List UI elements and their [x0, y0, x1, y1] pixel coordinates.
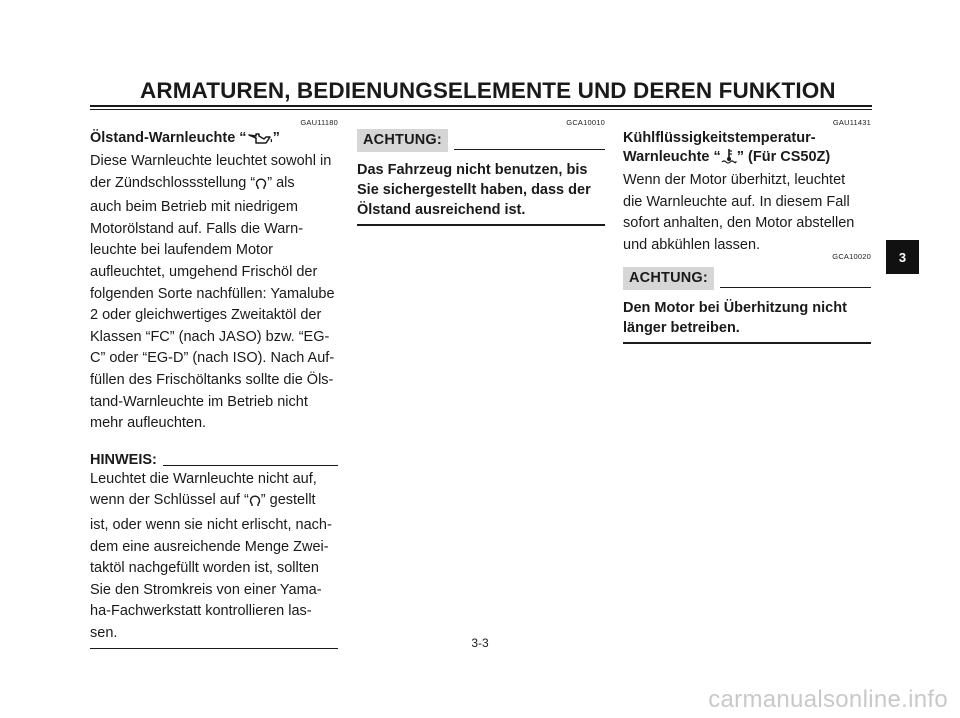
column-caution-oil	[357, 118, 605, 226]
reference-code: GAU11180	[300, 118, 338, 127]
text-line: Klassen “FC” (nach JASO) bzw. “EG-	[90, 328, 330, 345]
caution-label: ACHTUNG:	[623, 267, 714, 290]
coolant-temperature-icon	[721, 148, 737, 170]
heading-text-end: ”	[272, 130, 280, 146]
note-body	[90, 469, 338, 645]
text-line: sen.	[90, 624, 118, 641]
column-oil-warning	[90, 118, 338, 649]
text-line: Sie den Stromkreis von einer Yama-	[90, 581, 322, 598]
oil-warning-body	[90, 151, 338, 435]
text-fragment: ” gestellt	[260, 492, 316, 509]
text-line: taktöl nachgefüllt worden ist, sollten	[90, 560, 319, 577]
chapter-tab: 3	[886, 240, 919, 274]
caution-header	[357, 129, 605, 152]
page-number: 3-3	[471, 636, 489, 650]
text-line: Sie sichergestellt haben, dass der	[357, 182, 591, 198]
note-rule	[163, 465, 338, 466]
text-line: Motorölstand auf. Falls die Warn-	[90, 220, 304, 237]
oil-level-icon	[247, 131, 273, 151]
caution-end-rule	[357, 224, 605, 226]
text-line: Leuchtet die Warnleuchte nicht auf,	[90, 470, 317, 487]
ignition-on-icon	[249, 493, 261, 515]
text-line: Ölstand ausreichend ist.	[357, 202, 526, 218]
text-line: tand-Warnleuchte im Betrieb nicht	[90, 393, 308, 410]
reference-code: GCA10020	[832, 252, 871, 262]
ignition-on-icon	[255, 176, 267, 198]
text-line	[90, 490, 338, 515]
text-line: Den Motor bei Überhitzung nicht	[623, 300, 847, 317]
reference-code: GAU11431	[832, 118, 871, 127]
note-header	[90, 451, 338, 469]
text-line: aufleuchtet, umgehend Frischöl der	[90, 263, 318, 280]
coolant-warning-heading	[623, 129, 871, 170]
caution-text	[357, 160, 605, 220]
text-line: sofort anhalten, den Motor abstellen	[623, 215, 855, 232]
column-coolant-warning	[623, 118, 871, 344]
text-line: folgenden Sorte nachfüllen: Yamalube	[90, 285, 335, 302]
section-title: ARMATUREN, BEDIENUNGSELEMENTE UND DEREN FUNKTION	[140, 78, 836, 103]
text-fragment: der Zündschlossstellung “	[90, 174, 256, 191]
heading-text: Kühlflüssigkeitstemperatur-	[623, 130, 816, 146]
text-line: Wenn der Motor überhitzt, leuchtet	[623, 172, 846, 188]
text-fragment: wenn der Schlüssel auf “	[90, 492, 249, 509]
text-line: füllen des Frischöltanks sollte die Öls-	[90, 371, 334, 388]
oil-warning-heading	[90, 129, 338, 151]
note-label: HINWEIS:	[90, 451, 157, 468]
text-line: länger betreiben.	[623, 320, 740, 337]
text-line: Das Fahrzeug nicht benutzen, bis	[357, 162, 588, 178]
text-line: ist, oder wenn sie nicht erlischt, nach-	[90, 516, 332, 533]
caution-label: ACHTUNG:	[357, 129, 448, 152]
text-line: 2 oder gleichwertiges Zweitaktöl der	[90, 307, 322, 324]
text-line: die Warnleuchte auf. In diesem Fall	[623, 193, 850, 210]
text-line: ha-Fachwerkstatt kontrollieren las-	[90, 603, 312, 620]
caution-rule	[720, 287, 871, 289]
header-rule-thin	[90, 109, 872, 110]
heading-text-end: ” (Für CS50Z)	[736, 149, 831, 165]
text-line: mehr aufleuchten.	[90, 415, 207, 432]
reference-code: GCA10010	[566, 118, 605, 127]
text-line	[90, 173, 338, 198]
heading-text: Ölstand-Warnleuchte “	[90, 130, 247, 146]
caution-rule	[454, 149, 605, 151]
text-line: leuchte bei laufendem Motor	[90, 242, 273, 259]
header-rule	[90, 105, 872, 107]
text-line: C” oder “EG-D” (nach ISO). Nach Auf-	[90, 350, 335, 367]
caution-text	[623, 298, 871, 338]
text-line: auch beim Betrieb mit niedrigem	[90, 199, 298, 216]
watermark: carmanualsonline.info	[708, 686, 948, 713]
coolant-warning-body	[623, 170, 871, 256]
heading-text: Warnleuchte “	[623, 149, 721, 165]
text-line: dem eine ausreichende Menge Zwei-	[90, 538, 329, 555]
caution-header	[623, 267, 871, 290]
text-line: Diese Warnleuchte leuchtet sowohl in	[90, 153, 332, 169]
text-line: und abkühlen lassen.	[623, 236, 761, 253]
text-fragment: ” als	[267, 174, 295, 191]
caution-end-rule	[623, 342, 871, 344]
